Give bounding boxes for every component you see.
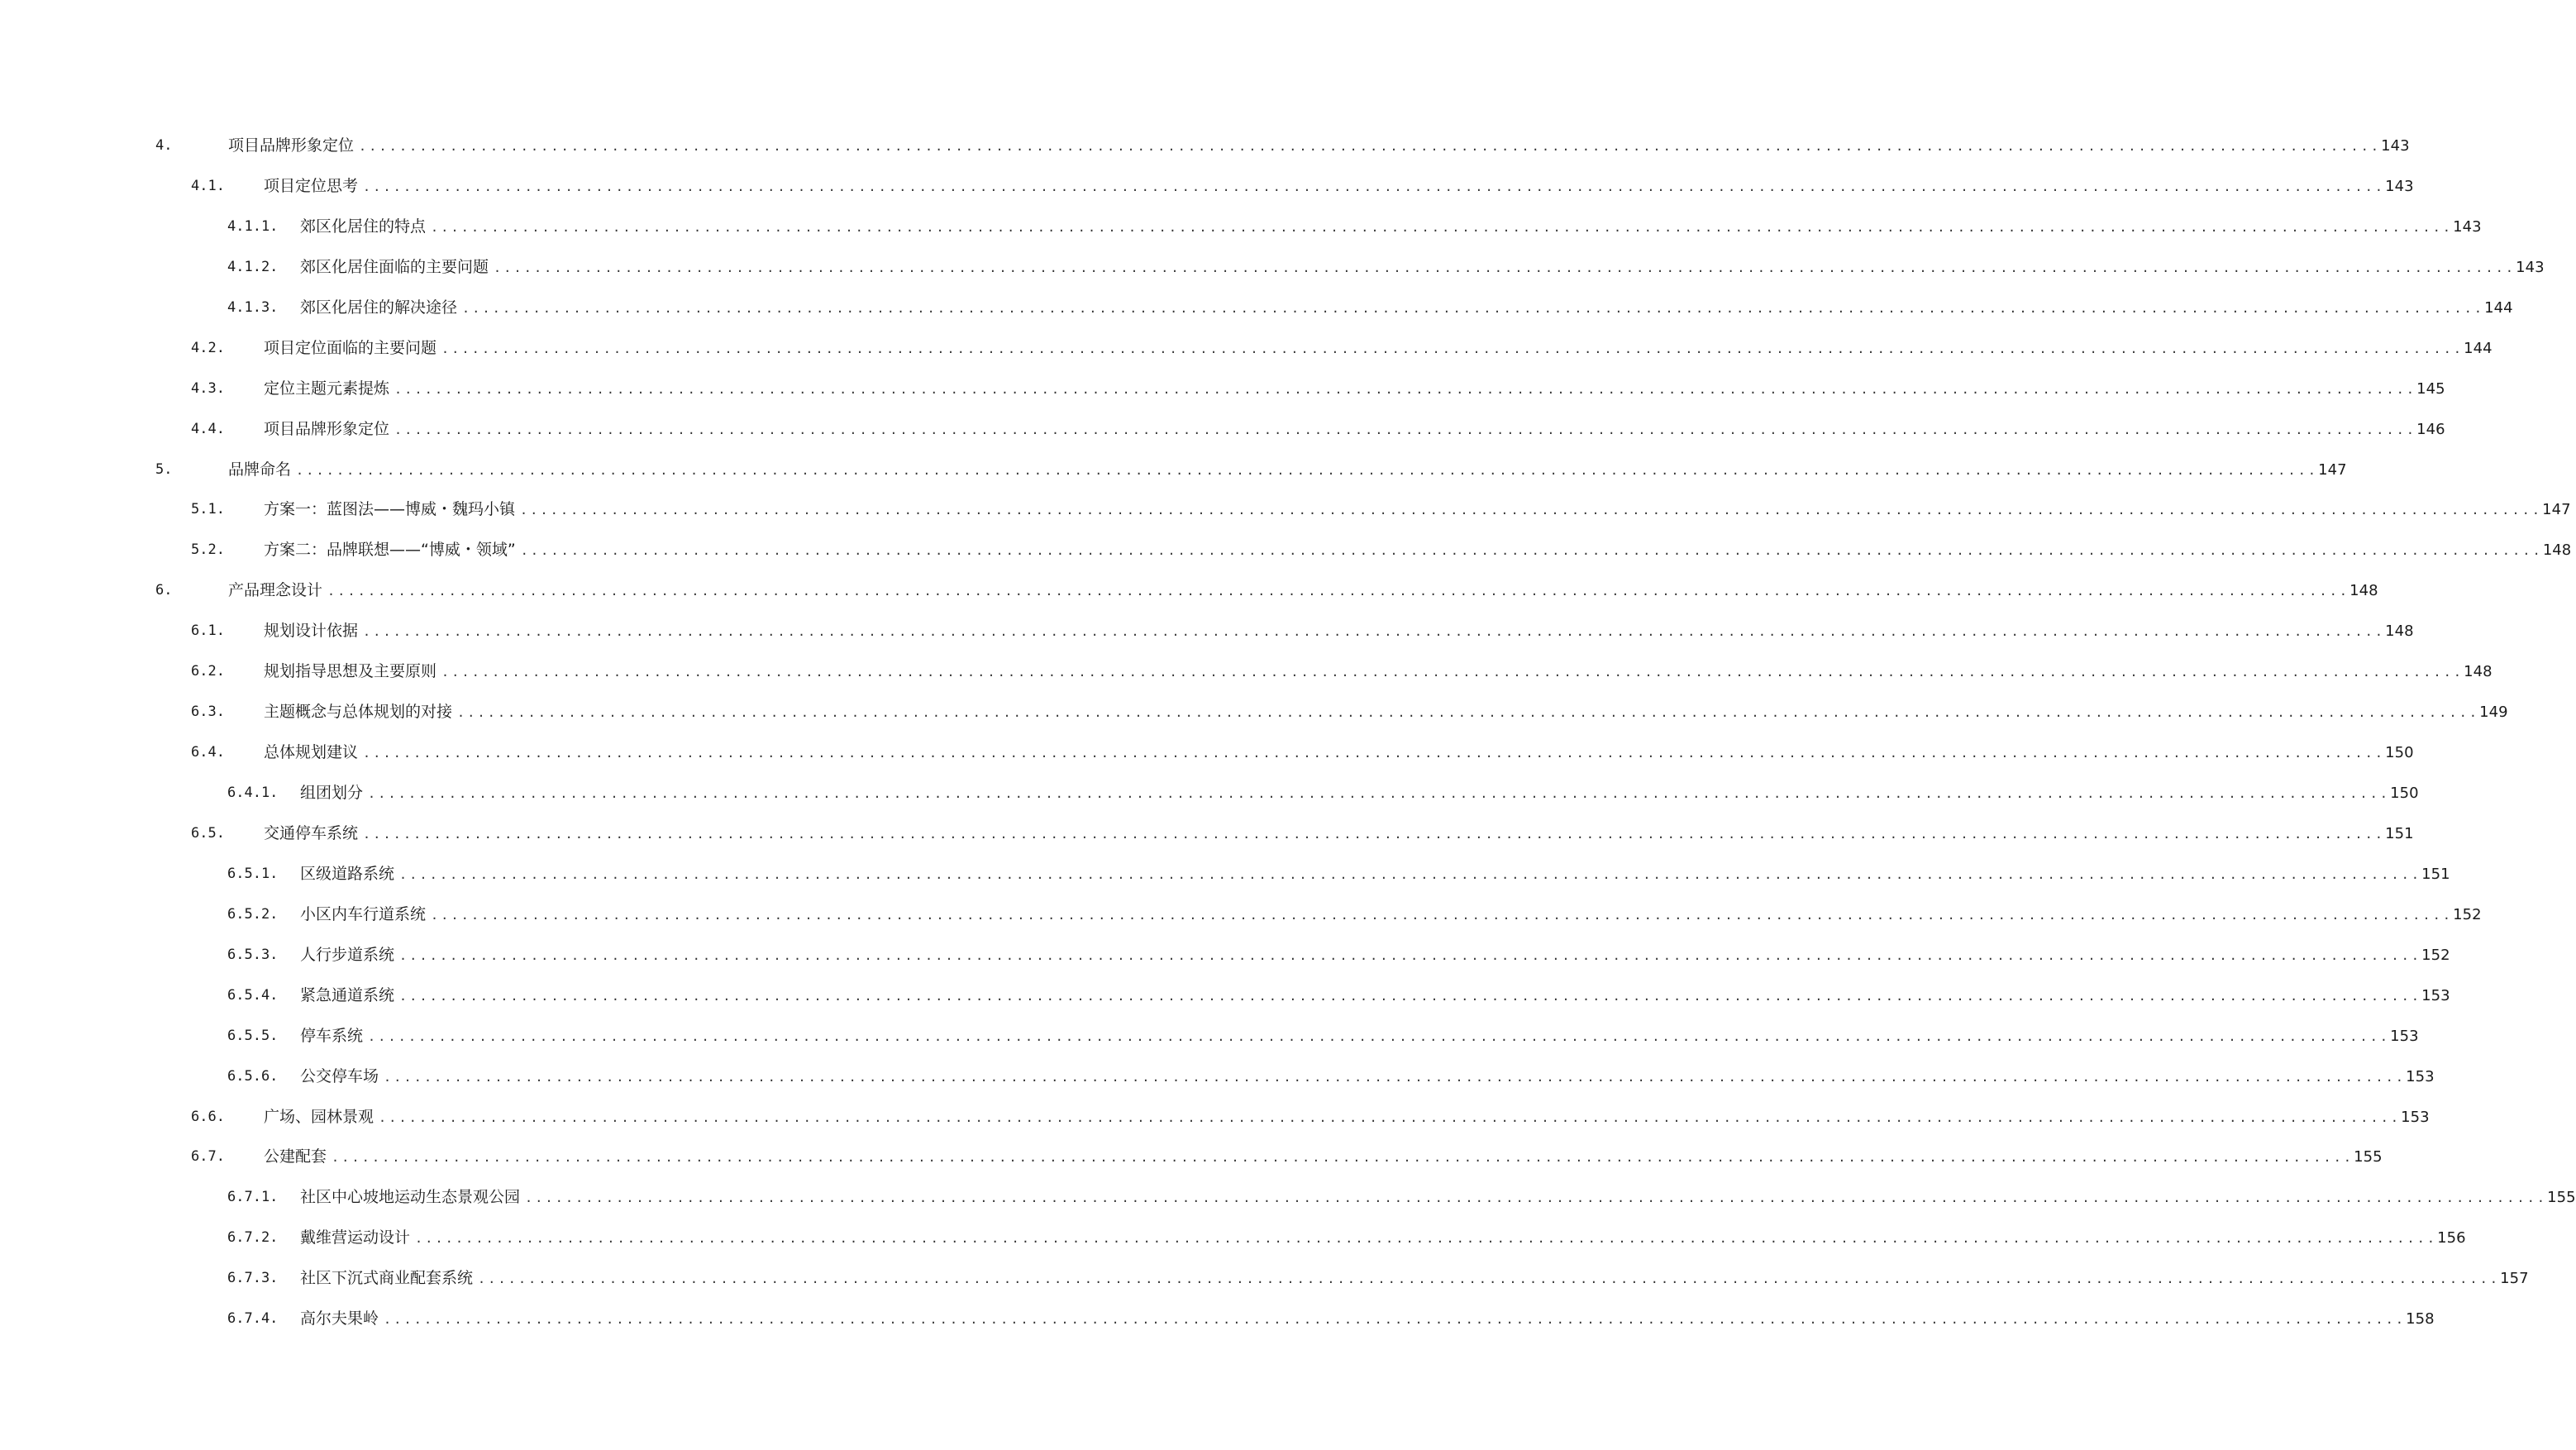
toc-entry[interactable]	[0, 207, 2482, 247]
toc-entry-page-number: 144	[2464, 339, 2493, 357]
toc-entry-page-number: 153	[2421, 986, 2450, 1004]
toc-entry-page-number: 147	[2542, 501, 2571, 519]
toc-entry[interactable]	[0, 854, 2450, 894]
toc-entry-number: 6.5.3.	[227, 946, 279, 963]
toc-entry-page-number: 155	[2547, 1189, 2576, 1207]
toc-entry-page-number: 151	[2421, 865, 2450, 883]
toc-entry-page-number: 148	[2464, 663, 2493, 681]
toc-entry[interactable]	[0, 773, 2419, 813]
toc-entry-title: 规划指导思想及主要原则	[264, 662, 437, 681]
toc-entry-number: 6.5.1.	[227, 865, 279, 882]
toc-entry[interactable]	[0, 1097, 2430, 1138]
toc-entry[interactable]	[0, 1258, 2529, 1299]
dot-leader: ........................................................................................................................................................................................................	[363, 179, 2386, 194]
dot-leader: ........................................................................................................................................................................................................	[384, 1312, 2407, 1328]
toc-entry-line	[264, 611, 2414, 652]
toc-entry-number: 4.1.3.	[227, 298, 279, 316]
toc-entry-line	[264, 409, 2445, 451]
toc-entry-title: 产品理念设计	[228, 581, 323, 600]
dot-leader: ........................................................................................................................................................................................................	[368, 786, 2391, 801]
toc-entry-page-number: 153	[2401, 1108, 2430, 1126]
dot-leader: ........................................................................................................................................................................................................	[359, 139, 2382, 154]
toc-entry-title: 人行步道系统	[300, 945, 395, 964]
dot-leader: ........................................................................................................................................................................................................	[394, 381, 2417, 397]
toc-entry[interactable]	[0, 1218, 2466, 1258]
toc-entry-line	[300, 935, 2450, 976]
toc-entry-page-number: 148	[2542, 541, 2572, 560]
toc-entry-page-number: 152	[2453, 905, 2482, 923]
dot-leader: ........................................................................................................................................................................................................	[399, 988, 2422, 1004]
toc-entry[interactable]	[0, 1016, 2419, 1056]
toc-entry-page-number: 144	[2484, 298, 2513, 317]
dot-leader: ........................................................................................................................................................................................................	[478, 1271, 2501, 1287]
toc-entry-line	[264, 369, 2445, 410]
dot-leader: ........................................................................................................................................................................................................	[441, 665, 2464, 680]
toc-entry-number: 5.1.	[191, 501, 225, 518]
toc-entry-number: 6.5.	[191, 824, 225, 842]
dot-leader: ........................................................................................................................................................................................................	[363, 826, 2386, 842]
toc-entry-number: 6.7.	[191, 1148, 225, 1166]
toc-entry-title: 项目定位思考	[264, 176, 359, 195]
toc-entry[interactable]	[0, 1056, 2435, 1097]
toc-entry-number: 6.4.	[191, 744, 225, 761]
toc-entry[interactable]	[0, 692, 2508, 732]
toc-entry-page-number: 158	[2406, 1310, 2435, 1328]
toc-entry-number: 4.1.2.	[227, 258, 279, 275]
toc-entry[interactable]	[0, 288, 2513, 328]
toc-entry-number: 6.3.	[191, 704, 225, 721]
toc-entry-line	[300, 288, 2513, 329]
toc-entry-line	[300, 1056, 2435, 1098]
dot-leader: ........................................................................................................................................................................................................	[332, 1150, 2354, 1166]
toc-entry-line	[300, 773, 2419, 814]
table-of-contents	[0, 126, 2576, 1339]
toc-entry-page-number: 150	[2385, 744, 2414, 762]
toc-entry-number: 4.	[155, 137, 173, 154]
toc-entry-title: 广场、园林景观	[264, 1107, 374, 1126]
toc-entry-line	[300, 975, 2450, 1017]
toc-entry-number: 4.4.	[191, 420, 225, 437]
toc-entry-title: 项目定位面临的主要问题	[264, 338, 437, 357]
toc-entry-page-number: 155	[2354, 1148, 2383, 1166]
toc-entry-title: 公建配套	[264, 1147, 327, 1166]
toc-entry-title: 郊区化居住面临的主要问题	[300, 257, 489, 276]
toc-entry-line	[264, 166, 2414, 207]
toc-entry-page-number: 152	[2421, 946, 2450, 964]
toc-entry-number: 6.7.3.	[227, 1270, 279, 1287]
toc-entry[interactable]	[0, 450, 2347, 490]
toc-entry[interactable]	[0, 935, 2450, 975]
toc-entry-page-number: 148	[2349, 582, 2378, 600]
toc-entry-title: 项目品牌形象定位	[228, 136, 355, 155]
toc-entry-number: 6.7.2.	[227, 1229, 279, 1247]
toc-entry[interactable]	[0, 369, 2445, 409]
toc-entry-title: 区级道路系统	[300, 864, 395, 883]
toc-entry-number: 6.5.4.	[227, 986, 279, 1004]
toc-entry[interactable]	[0, 166, 2414, 207]
toc-entry[interactable]	[0, 813, 2414, 854]
toc-entry-page-number: 148	[2385, 622, 2414, 641]
toc-entry-page-number: 145	[2416, 379, 2445, 398]
dot-leader: ........................................................................................................................................................................................................	[384, 1069, 2407, 1085]
toc-entry-title: 总体规划建议	[264, 743, 359, 762]
toc-entry-line	[300, 854, 2450, 895]
toc-entry-line	[300, 1218, 2466, 1259]
dot-leader: ........................................................................................................................................................................................................	[368, 1028, 2391, 1044]
toc-entry-title: 郊区化居住的特点	[300, 217, 427, 236]
toc-entry-number: 4.3.	[191, 379, 225, 397]
dot-leader: ........................................................................................................................................................................................................	[296, 462, 2319, 478]
toc-entry-number: 6.5.6.	[227, 1067, 279, 1085]
toc-entry-page-number: 143	[2453, 217, 2482, 236]
toc-entry-line	[264, 489, 2571, 531]
dot-leader: ........................................................................................................................................................................................................	[327, 584, 2350, 599]
toc-entry-number: 4.1.1.	[227, 217, 279, 235]
toc-entry[interactable]	[0, 732, 2414, 773]
toc-entry-page-number: 147	[2318, 460, 2347, 479]
toc-entry-page-number: 150	[2390, 785, 2419, 802]
toc-entry-title: 交通停车系统	[264, 823, 359, 842]
toc-entry-line	[264, 1137, 2383, 1178]
toc-entry[interactable]	[0, 1299, 2435, 1339]
dot-leader: ........................................................................................................................................................................................................	[494, 260, 2516, 275]
toc-entry-title: 停车系统	[300, 1026, 364, 1045]
toc-entry-number: 6.5.2.	[227, 905, 279, 923]
dot-leader: ........................................................................................................................................................................................................	[520, 543, 2543, 559]
toc-entry-title: 社区中心坡地运动生态景观公园	[300, 1188, 521, 1207]
toc-entry-line	[264, 732, 2414, 774]
toc-entry-number: 6.4.1.	[227, 785, 279, 801]
toc-entry-number: 6.7.1.	[227, 1189, 279, 1206]
toc-entry-title: 组团划分	[300, 784, 364, 802]
toc-entry-title: 规划设计依据	[264, 622, 359, 641]
toc-entry-number: 6.2.	[191, 663, 225, 680]
toc-entry-number: 6.1.	[191, 622, 225, 640]
toc-entry-page-number: 153	[2406, 1067, 2435, 1085]
toc-entry[interactable]	[0, 247, 2545, 288]
toc-entry[interactable]	[0, 328, 2493, 369]
toc-entry-number: 6.5.5.	[227, 1027, 279, 1044]
toc-entry[interactable]	[0, 651, 2493, 692]
dot-leader: ........................................................................................................................................................................................................	[379, 1109, 2402, 1125]
toc-entry-line	[300, 207, 2482, 248]
toc-entry-title: 社区下沉式商业配套系统	[300, 1269, 474, 1288]
toc-entry-line	[264, 813, 2414, 855]
toc-entry-line	[300, 894, 2482, 936]
toc-entry-line	[264, 651, 2493, 693]
dot-leader: ........................................................................................................................................................................................................	[415, 1231, 2438, 1247]
toc-entry-title: 郊区化居住的解决途径	[300, 298, 458, 317]
toc-entry-number: 6.	[155, 582, 173, 599]
toc-entry-line	[228, 450, 2347, 491]
toc-entry-title: 方案二：品牌联想——“博威・领域”	[264, 541, 516, 560]
toc-entry[interactable]	[0, 894, 2482, 935]
toc-entry[interactable]	[0, 975, 2450, 1016]
toc-entry-title: 方案一：蓝图法——博威・魏玛小镇	[264, 500, 516, 519]
toc-entry[interactable]	[0, 126, 2410, 166]
toc-entry[interactable]	[0, 570, 2378, 611]
dot-leader: ........................................................................................................................................................................................................	[363, 624, 2386, 640]
toc-entry-title: 项目品牌形象定位	[264, 419, 390, 438]
toc-entry-title: 紧急通道系统	[300, 985, 395, 1004]
toc-entry-line	[228, 126, 2410, 167]
dot-leader: ........................................................................................................................................................................................................	[363, 746, 2386, 761]
dot-leader: ........................................................................................................................................................................................................	[399, 866, 2422, 882]
toc-entry-title: 主题概念与总体规划的对接	[264, 703, 453, 722]
toc-entry-title: 品牌命名	[228, 460, 292, 479]
toc-entry-page-number: 151	[2385, 824, 2414, 842]
dot-leader: ........................................................................................................................................................................................................	[457, 705, 2480, 721]
toc-entry-number: 4.2.	[191, 339, 225, 356]
dot-leader: ........................................................................................................................................................................................................	[399, 947, 2422, 963]
toc-entry[interactable]	[0, 611, 2414, 651]
toc-entry-line	[300, 1299, 2435, 1340]
toc-entry[interactable]	[0, 489, 2571, 530]
toc-entry-title: 小区内车行道系统	[300, 904, 427, 923]
toc-entry-line	[264, 692, 2508, 733]
toc-entry[interactable]	[0, 409, 2445, 450]
toc-entry-page-number: 156	[2437, 1229, 2466, 1247]
toc-entry[interactable]	[0, 530, 2572, 570]
toc-entry-page-number: 143	[2385, 177, 2414, 195]
toc-entry-page-number: 143	[2381, 137, 2410, 155]
toc-entry-number: 5.2.	[191, 541, 225, 559]
toc-entry[interactable]	[0, 1137, 2383, 1177]
toc-entry-line	[300, 1016, 2419, 1057]
toc-entry-page-number: 153	[2390, 1027, 2419, 1045]
toc-entry-line	[264, 328, 2493, 370]
dot-leader: ........................................................................................................................................................................................................	[441, 341, 2464, 356]
toc-entry-page-number: 157	[2500, 1270, 2529, 1288]
toc-entry-title: 高尔夫果岭	[300, 1309, 379, 1328]
toc-entry-line	[300, 1177, 2576, 1219]
toc-entry-number: 6.7.4.	[227, 1310, 279, 1328]
dot-leader: ........................................................................................................................................................................................................	[525, 1190, 2548, 1206]
toc-entry-number: 6.6.	[191, 1108, 225, 1125]
toc-entry-line	[264, 530, 2572, 571]
toc-entry-page-number: 143	[2516, 258, 2545, 276]
toc-entry-line	[264, 1097, 2430, 1138]
toc-entry-line	[300, 247, 2545, 289]
dot-leader: ........................................................................................................................................................................................................	[394, 422, 2417, 437]
toc-entry-number: 4.1.	[191, 177, 225, 194]
toc-entry-line	[300, 1258, 2529, 1300]
dot-leader: ........................................................................................................................................................................................................	[431, 219, 2454, 235]
toc-entry-line	[228, 570, 2378, 612]
toc-entry-number: 5.	[155, 460, 173, 478]
dot-leader: ........................................................................................................................................................................................................	[431, 907, 2454, 923]
toc-entry[interactable]	[0, 1177, 2576, 1218]
dot-leader: ........................................................................................................................................................................................................	[462, 300, 2485, 316]
toc-entry-page-number: 146	[2416, 420, 2445, 438]
toc-entry-page-number: 149	[2479, 704, 2508, 722]
dot-leader: ........................................................................................................................................................................................................	[520, 503, 2543, 518]
toc-entry-title: 公交停车场	[300, 1066, 379, 1085]
toc-entry-title: 定位主题元素提炼	[264, 379, 390, 398]
toc-entry-title: 戴维营运动设计	[300, 1228, 411, 1247]
